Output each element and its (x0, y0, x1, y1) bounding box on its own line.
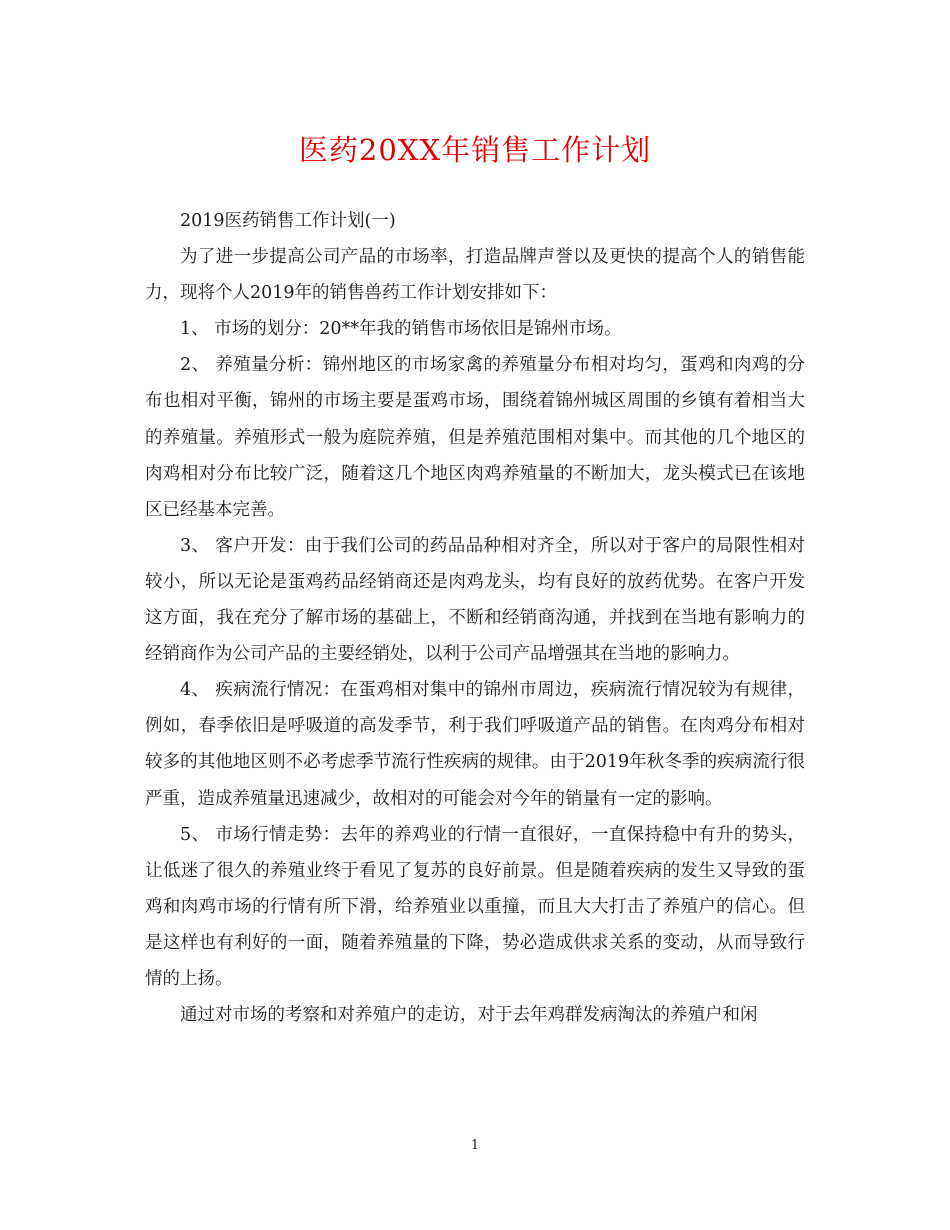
paragraph-item-4: 4、 疾病流行情况：在蛋鸡相对集中的锦州市周边，疾病流行情况较为有规律，例如，春季依旧是呼吸道的高发季节，利于我们呼吸道产品的销售。在肉鸡分布相对较多的其他地区则不必考虑季节流行性疾病的规律。由于2019年秋冬季的疾病流行很严重，造成养殖量迅速减少，故相对的可能会对今年的销量有一定的影响。 (145, 680, 805, 809)
paragraph-item-3: 3、 客户开发：由于我们公司的药品品种相对齐全，所以对于客户的局限性相对较小，所以无论是蛋鸡药品经销商还是肉鸡龙头，均有良好的放药优势。在客户开发这方面，我在充分了解市场的基础上，不断和经销商沟通，并找到在当地有影响力的经销商作为公司产品的主要经销处，以利于公司产品增强其在当地的影响力。 (145, 535, 805, 665)
section-heading: 2019医药销售工作计划(一) (180, 211, 396, 231)
paragraph-intro: 为了进一步提高公司产品的市场率，打造品牌声誉以及更快的提高个人的销售能力，现将个人2019年的销售兽药工作计划安排如下： (145, 247, 805, 304)
paragraph-item-2: 2、 养殖量分析：锦州地区的市场家禽的养殖量分布相对均匀，蛋鸡和肉鸡的分布也相对平衡，锦州的市场主要是蛋鸡市场，围绕着锦州城区周围的乡镇有着相当大的养殖量。养殖形式一般为庭院养殖，但是养殖范围相对集中。而其他的几个地区的肉鸡相对分布比较广泛，随着这几个地区肉鸡养殖量的不断加大，龙头模式已在该地区已经基本完善。 (145, 355, 805, 520)
document-title: 医药20XX年销售工作计划 (298, 133, 652, 167)
paragraph-item-5: 5、 市场行情走势：去年的养鸡业的行情一直很好，一直保持稳中有升的势头，让低迷了很久的养殖业终于看见了复苏的良好前景。但是随着疾病的发生又导致的蛋鸡和肉鸡市场的行情有所下滑，给养殖业以重撞，而且大大打击了养殖户的信心。但是这样也有利好的一面，随着养殖量的下降，势必造成供求关系的变动，从而导致行情的上扬。 (145, 824, 805, 989)
paragraph-continuation: 通过对市场的考察和对养殖户的走访，对于去年鸡群发病淘汰的养殖户和闲 (180, 1005, 758, 1026)
page-number: 1 (470, 1138, 480, 1153)
document-body (145, 203, 805, 1033)
paragraph-item-1: 1、 市场的划分：20**年我的销售市场依旧是锦州市场。 (180, 319, 622, 340)
